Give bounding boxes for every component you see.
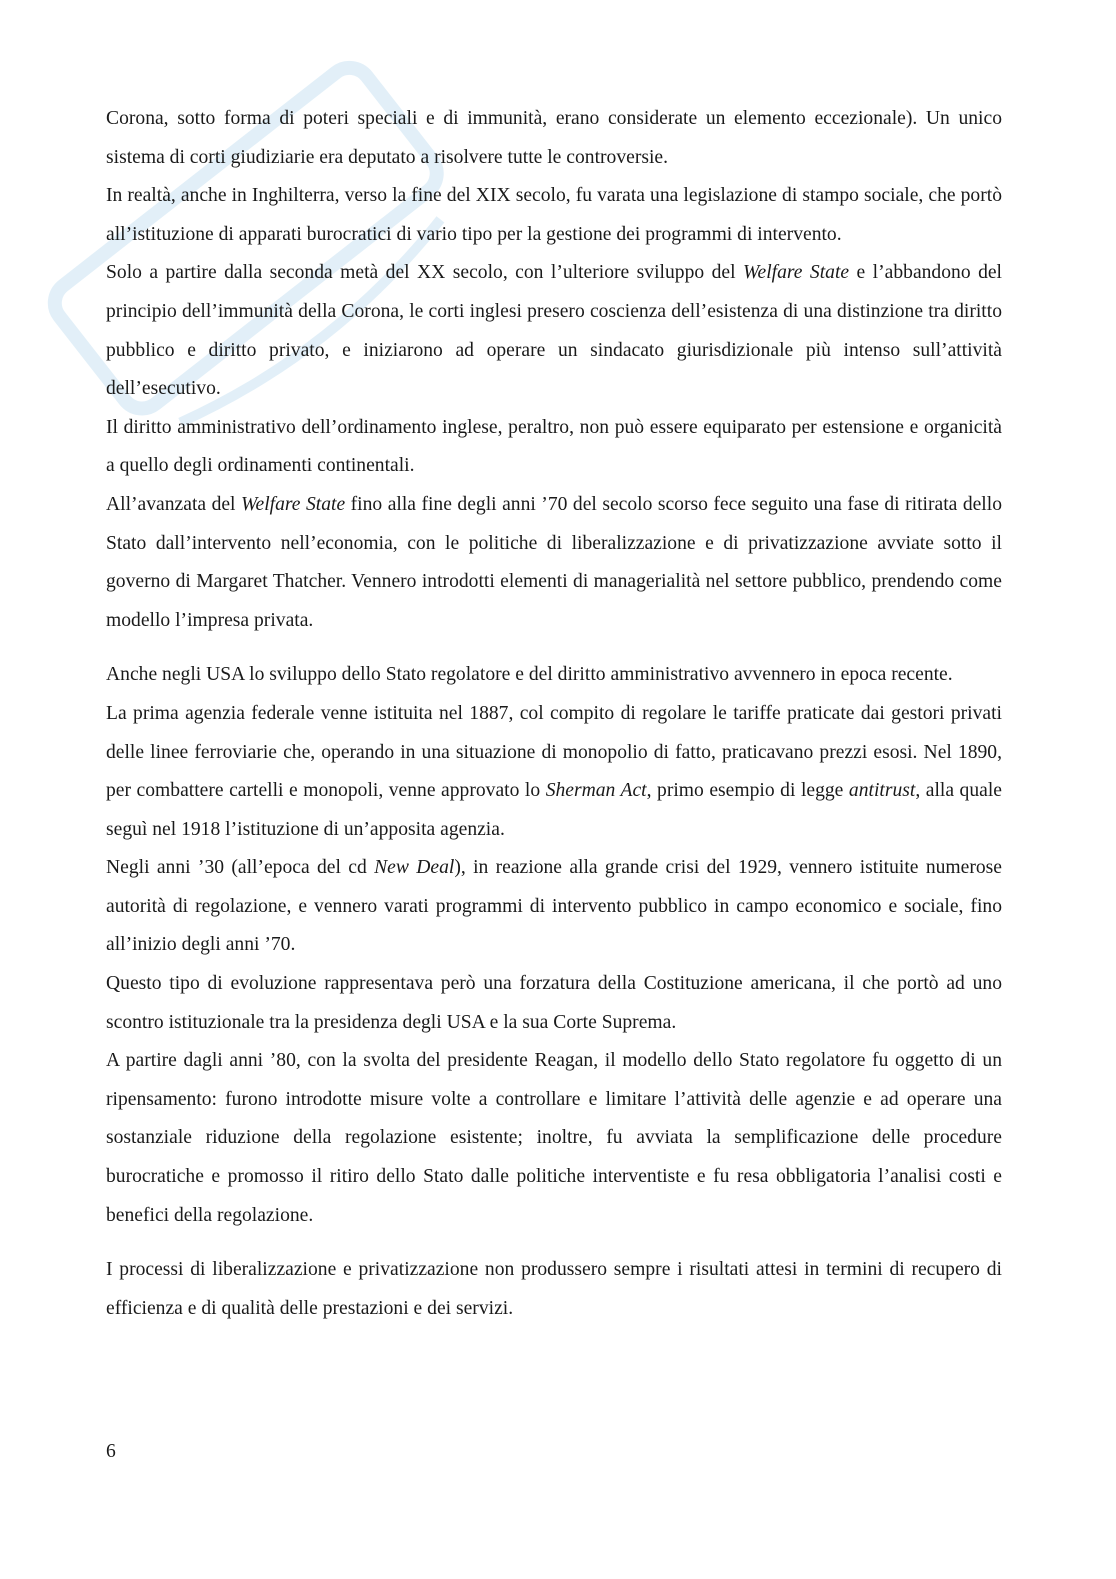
paragraph: Corona, sotto forma di poteri speciali e di immunità, erano considerate un elemento eccezionale). Un unico sistema di corti giudiziarie era deputato a risolvere tutte le controversie. (106, 108, 1002, 168)
paragraph: Solo a partire dalla seconda metà del XX secolo, con l’ulteriore sviluppo del Welfare State e l’abbandono del principio dell’immunità della Corona, le corti inglesi presero coscienza dell’esistenza di una distinzione tra diritto pubblico e diritto privato, e iniziarono ad operare un sindacato giurisdizionale più intenso sull’attività dell’esecutivo. (106, 262, 1003, 400)
document-body (106, 100, 1002, 1328)
paragraph: La prima agenzia federale venne istituita nel 1887, col compito di regolare le tariffe praticate dai gestori privati delle linee ferroviarie che, operando in una situazione di monopolio di fatto, praticavano prezzi esosi. Nel 1890, per combattere cartelli e monopoli, venne approvato lo Sherman Act, primo esempio di legge antitrust, alla quale seguì nel 1918 l’istituzione di un’apposita agenzia. (106, 702, 1002, 840)
paragraph: Negli anni ’30 (all’epoca del cd New Deal), in reazione alla grande crisi del 1929, vennero istituite numerose autorità di regolazione, e vennero varati programmi di intervento pubblico in campo economico e sociale, fino all’inizio degli anni ’70. (106, 857, 1002, 956)
paragraph: In realtà, anche in Inghilterra, verso la fine del XIX secolo, fu varata una legislazione di stampo sociale, che portò all’istituzione di apparati burocratici di vario tipo per la gestione dei programmi di intervento. (106, 185, 1002, 245)
paragraph: All’avanzata del Welfare State fino alla fine degli anni ’70 del secolo scorso fece seguito una fase di ritirata dello Stato dall’intervento nell’economia, con le politiche di liberalizzazione e di privatizzazione avviate sotto il governo di Margaret Thatcher. Vennero introdotti elementi di managerialità nel settore pubblico, prendendo come modello l’impresa privata. (106, 493, 1002, 631)
page-number: 6 (106, 1441, 116, 1462)
paragraph: A partire dagli anni ’80, con la svolta del presidente Reagan, il modello dello Stato regolatore fu oggetto di un ripensamento: furono introdotte misure volte a controllare e limitare l’attività delle agenzie e ad operare una sostanziale riduzione della regolazione esistente; inoltre, fu avviata la semplificazione delle procedure burocratiche e promosso il ritiro dello Stato dalle politiche interventiste e fu resa obbligatoria l’analisi costi e benefici della regolazione. (106, 1050, 1002, 1226)
paragraph: Il diritto amministrativo dell’ordinamento inglese, peraltro, non può essere equiparato per estensione e organicità a quello degli ordinamenti continentali. (106, 416, 1002, 477)
paragraph: Anche negli USA lo sviluppo dello Stato regolatore e del diritto amministrativo avvennero in epoca recente. (106, 664, 953, 686)
paragraph: Questo tipo di evoluzione rappresentava però una forzatura della Costituzione americana, il che portò ad uno scontro istituzionale tra la presidenza degli USA e la sua Corte Suprema. (106, 973, 1002, 1033)
paragraph: I processi di liberalizzazione e privatizzazione non produssero sempre i risultati attesi in termini di recupero di efficienza e di qualità delle prestazioni e dei servizi. (106, 1259, 1002, 1319)
